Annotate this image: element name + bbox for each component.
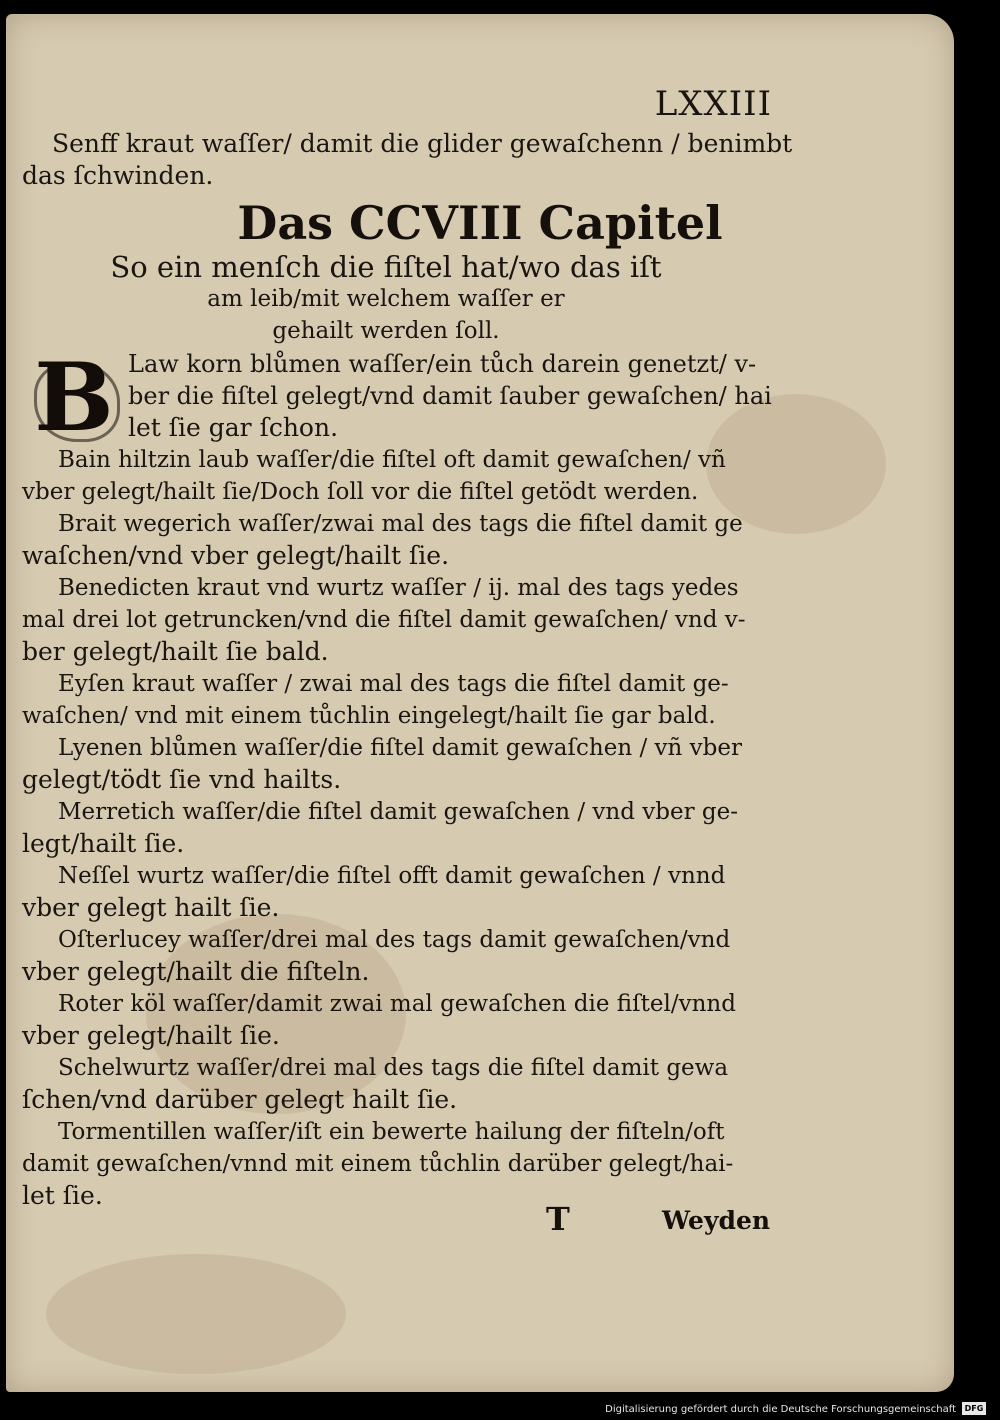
text-line: Schelwurtz waſſer/drei mal des tags die fiſtel damit gewa bbox=[58, 1055, 729, 1081]
dfg-logo: DFG bbox=[962, 1402, 986, 1415]
catchword-mark: T bbox=[546, 1200, 570, 1238]
text-line: vber gelegt hailt ſie. bbox=[22, 893, 280, 922]
digitization-credit: Digitalisierung gefördert durch die Deutsche Forschungsgemeinschaft bbox=[605, 1404, 956, 1415]
text-line: let ſie gar ſchon. bbox=[128, 413, 339, 442]
text-line: ſchen/vnd darüber gelegt hailt ſie. bbox=[22, 1085, 458, 1114]
text-line: vber gelegt/hailt ſie/Doch ſoll vor die fiſtel getödt werden. bbox=[22, 479, 699, 505]
text-line: Lyenen blůmen waſſer/die fiſtel damit gewaſchen / vñ vber bbox=[58, 735, 742, 761]
text-line: Bain hiltzin laub waſſer/die fiſtel oft damit gewaſchen/ vñ bbox=[58, 447, 726, 473]
book-page bbox=[6, 14, 954, 1392]
text-line: vber gelegt/hailt ſie. bbox=[22, 1021, 280, 1050]
text-line: damit gewaſchen/vnnd mit einem tůchlin darüber gelegt/hai- bbox=[22, 1151, 734, 1177]
text-line: Senff kraut waſſer/ damit die glider gewaſchenn / benimbt bbox=[52, 129, 793, 158]
text-line: Roter köl waſſer/damit zwai mal gewaſchen die fiſtel/vnnd bbox=[58, 991, 736, 1017]
text-line: Neſſel wurtz waſſer/die fiſtel offt damit gewaſchen / vnnd bbox=[58, 863, 726, 889]
page-number: LXXIII bbox=[654, 84, 772, 124]
text-line: mal drei lot getruncken/vnd die fiſtel damit gewaſchen/ vnd v- bbox=[22, 607, 746, 633]
text-line: Brait wegerich waſſer/zwai mal des tags die fiſtel damit ge bbox=[58, 511, 743, 537]
chapter-heading: Das CCVIII Capitel bbox=[237, 196, 723, 250]
chapter-subtitle-line: gehailt werden ſoll. bbox=[272, 318, 500, 344]
text-line: ber gelegt/hailt ſie bald. bbox=[22, 637, 329, 666]
text-line: Tormentillen waſſer/iſt ein bewerte hailung der fiſteln/oft bbox=[58, 1119, 725, 1145]
text-line: ber die fiſtel gelegt/vnd damit ſauber gewaſchen/ hai bbox=[128, 382, 772, 410]
text-line: vber gelegt/hailt die fiſteln. bbox=[22, 957, 370, 986]
text-line: Oſterlucey waſſer/drei mal des tags damit gewaſchen/vnd bbox=[58, 927, 731, 953]
paper-stain bbox=[46, 1254, 346, 1374]
chapter-subtitle-line: am leib/mit welchem waſſer er bbox=[207, 286, 565, 312]
text-line: legt/hailt ſie. bbox=[22, 829, 185, 858]
text-line: das ſchwinden. bbox=[22, 161, 214, 190]
chapter-subtitle-line: So ein menſch die fiſtel hat/wo das iſt bbox=[110, 250, 662, 284]
text-line: Benedicten kraut vnd wurtz waſſer / ij. mal des tags yedes bbox=[58, 575, 739, 601]
text-line: let ſie. bbox=[22, 1181, 103, 1210]
text-line: Merretich waſſer/die fiſtel damit gewaſchen / vnd vber ge- bbox=[58, 799, 738, 825]
catchword: Weyden bbox=[662, 1206, 771, 1235]
text-line: gelegt/tödt ſie vnd hailts. bbox=[22, 765, 342, 794]
text-line: Law korn blůmen waſſer/ein tůch darein genetzt/ v- bbox=[128, 350, 757, 378]
decorated-initial: B bbox=[28, 354, 120, 442]
text-line: Eyſen kraut waſſer / zwai mal des tags die fiſtel damit ge- bbox=[58, 671, 729, 697]
text-line: waſchen/ vnd mit einem tůchlin eingelegt/hailt ſie gar bald. bbox=[22, 703, 716, 729]
text-line: waſchen/vnd vber gelegt/hailt ſie. bbox=[22, 541, 450, 570]
